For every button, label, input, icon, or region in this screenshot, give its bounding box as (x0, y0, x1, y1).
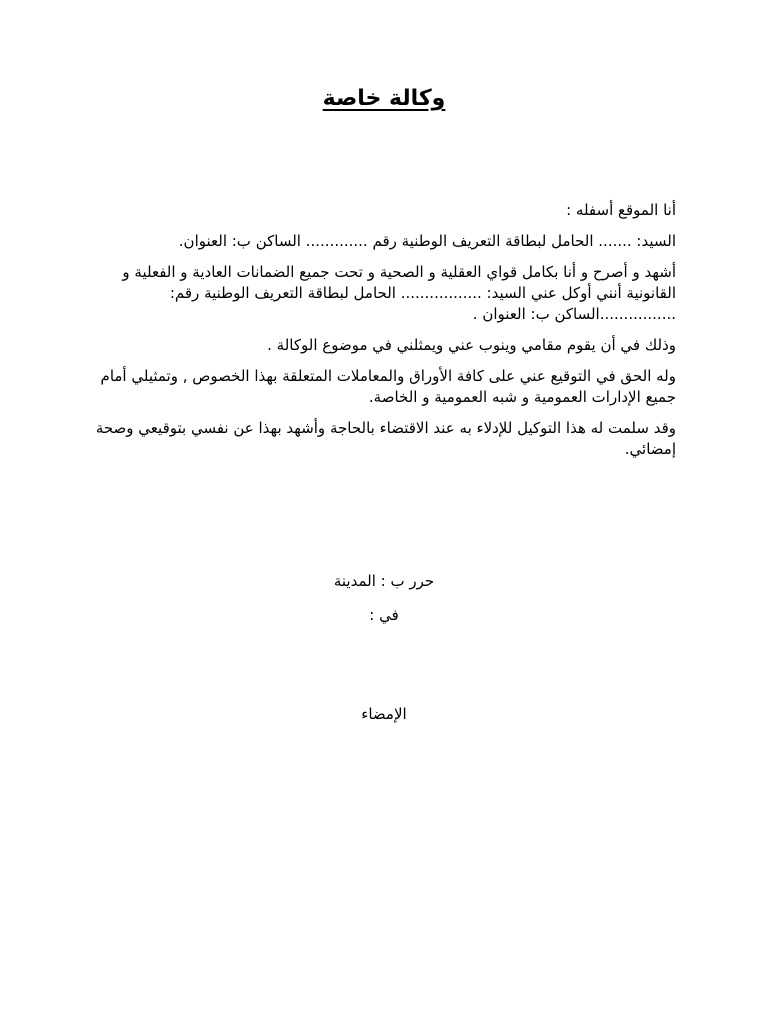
declaration-paragraph: وقد سلمت له هذا التوكيل للإدلاء به عند الاقتضاء بالحاجة وأشهد بهذا عن نفسي بتوقيعي وصحة إمضائي. (95, 419, 676, 458)
document-title: وكالة خاصة (322, 86, 446, 111)
purpose-paragraph: وذلك في أن يقوم مقامي وينوب عني ويمثلني في موضوع الوكالة . (267, 336, 676, 354)
issue-date: في : (369, 606, 399, 624)
appointment-paragraph: أشهد و أصرح و أنا بكامل قواي العقلية و الصحية و تحت جميع الضمانات العادية و الفعلية و القانونية أنني أوكل عني السيد: ................. الحامل لبطاقة التعريف الوطنية رقم: ................الساكن ب: العنوان . (122, 263, 676, 323)
principal-details-paragraph: السيد: ....... الحامل لبطاقة التعريف الوطنية رقم ............. الساكن ب: العنوان. (178, 232, 676, 250)
signature-label: الإمضاء (361, 705, 407, 723)
powers-paragraph: وله الحق في التوقيع عني على كافة الأوراق والمعاملات المتعلقة بهذا الخصوص , وتمثيلي أمام جميع الإدارات العمومية و شبه العمومية و الخاصة. (100, 367, 676, 406)
place-of-issue: حرر ب : المدينة (333, 572, 435, 590)
document-body (94, 200, 676, 470)
intro-paragraph: أنا الموقع أسفله : (566, 201, 676, 219)
